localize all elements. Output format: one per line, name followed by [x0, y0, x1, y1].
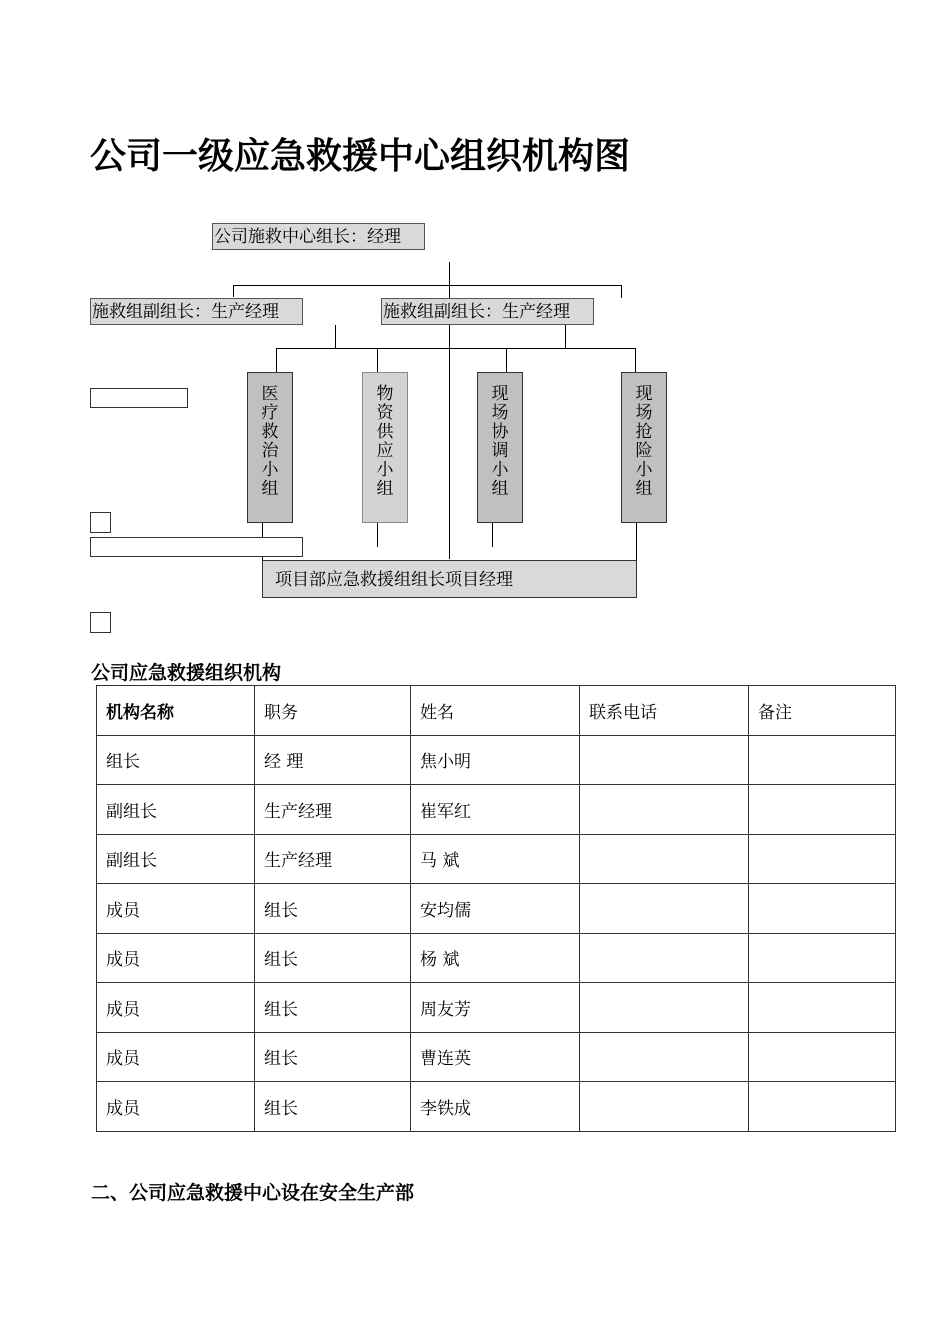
- org-table: [96, 685, 896, 1132]
- table-row: [97, 785, 896, 835]
- table-cell: [580, 884, 749, 934]
- table-cell: [749, 933, 896, 983]
- table-cell: [580, 933, 749, 983]
- table-row: [97, 1082, 896, 1132]
- table-cell: 成员: [97, 884, 255, 934]
- table-row: [97, 1032, 896, 1082]
- table-cell: [580, 1032, 749, 1082]
- deputy-left-drop: [335, 325, 336, 348]
- deputy-right-drop: [565, 325, 566, 348]
- table-cell: 生产经理: [255, 834, 411, 884]
- top-box: 公司施救中心组长：经理: [212, 223, 425, 250]
- table-cell: 焦小明: [411, 735, 580, 785]
- table-cell: 组长: [97, 735, 255, 785]
- group-supply: 物 资 供 应 小 组: [362, 372, 408, 523]
- table-cell: 组长: [255, 1032, 411, 1082]
- group-medical: 医 疗 救 治 小 组: [247, 372, 293, 523]
- table-cell: [749, 834, 896, 884]
- table-cell: [580, 785, 749, 835]
- checkbox-square-2: [90, 612, 111, 633]
- section-two-heading: 二、公司应急救援中心设在安全生产部: [91, 1182, 415, 1204]
- group2-drop: [377, 348, 378, 372]
- table-cell: 安均儒: [411, 884, 580, 934]
- table-row: [97, 983, 896, 1033]
- group3-drop: [506, 348, 507, 372]
- top-horizontal-line: [233, 285, 622, 286]
- table-cell: [749, 785, 896, 835]
- table-cell: 崔军红: [411, 785, 580, 835]
- group3-bottom-line: [492, 523, 493, 547]
- header-cell: 机构名称: [97, 686, 255, 736]
- group4-bottom-line: [636, 523, 637, 560]
- table-cell: [749, 1082, 896, 1132]
- table-row: [97, 735, 896, 785]
- bottom-box: 项目部应急救援组组长项目经理: [262, 560, 637, 598]
- group-horizontal-line: [276, 348, 636, 349]
- table-cell: [749, 983, 896, 1033]
- empty-box: [90, 388, 188, 408]
- header-cell: 姓名: [411, 686, 580, 736]
- checkbox-square: [90, 512, 111, 533]
- org-section-title: 公司应急救援组织机构: [91, 662, 282, 684]
- table-cell: 组长: [255, 1082, 411, 1132]
- empty-wide-box: [90, 537, 303, 557]
- table-cell: 组长: [255, 884, 411, 934]
- table-cell: 李铁成: [411, 1082, 580, 1132]
- table-cell: 马 斌: [411, 834, 580, 884]
- header-cell: 联系电话: [580, 686, 749, 736]
- table-cell: 组长: [255, 933, 411, 983]
- table-header-row: [97, 686, 896, 736]
- table-cell: 生产经理: [255, 785, 411, 835]
- deputy-left-box: 施救组副组长：生产经理: [90, 298, 303, 325]
- group-coordination: 现 场 协 调 小 组: [477, 372, 523, 523]
- table-cell: 杨 斌: [411, 933, 580, 983]
- table-cell: 周友芳: [411, 983, 580, 1033]
- table-cell: [580, 735, 749, 785]
- table-cell: [749, 1032, 896, 1082]
- group2-bottom-line: [377, 523, 378, 547]
- table-row: [97, 834, 896, 884]
- table-row: [97, 933, 896, 983]
- table-cell: 副组长: [97, 834, 255, 884]
- table-cell: 经 理: [255, 735, 411, 785]
- group-rescue: 现 场 抢 险 小 组: [621, 372, 667, 523]
- group4-drop: [635, 348, 636, 372]
- group1-drop: [276, 348, 277, 372]
- table-cell: 曹连英: [411, 1032, 580, 1082]
- header-cell: 职务: [255, 686, 411, 736]
- right-drop-line: [621, 285, 622, 298]
- table-cell: 成员: [97, 983, 255, 1033]
- left-drop-line: [233, 285, 234, 297]
- table-cell: [749, 735, 896, 785]
- deputy-right-box: 施救组副组长：生产经理: [381, 298, 594, 325]
- table-cell: [580, 834, 749, 884]
- header-cell: 备注: [749, 686, 896, 736]
- table-cell: 成员: [97, 933, 255, 983]
- table-cell: 成员: [97, 1082, 255, 1132]
- page-title: 公司一级应急救援中心组织机构图: [90, 136, 631, 177]
- table-cell: [749, 884, 896, 934]
- table-cell: 副组长: [97, 785, 255, 835]
- table-row: [97, 884, 896, 934]
- table-cell: 组长: [255, 983, 411, 1033]
- table-cell: [580, 983, 749, 1033]
- table-cell: 成员: [97, 1032, 255, 1082]
- table-cell: [580, 1082, 749, 1132]
